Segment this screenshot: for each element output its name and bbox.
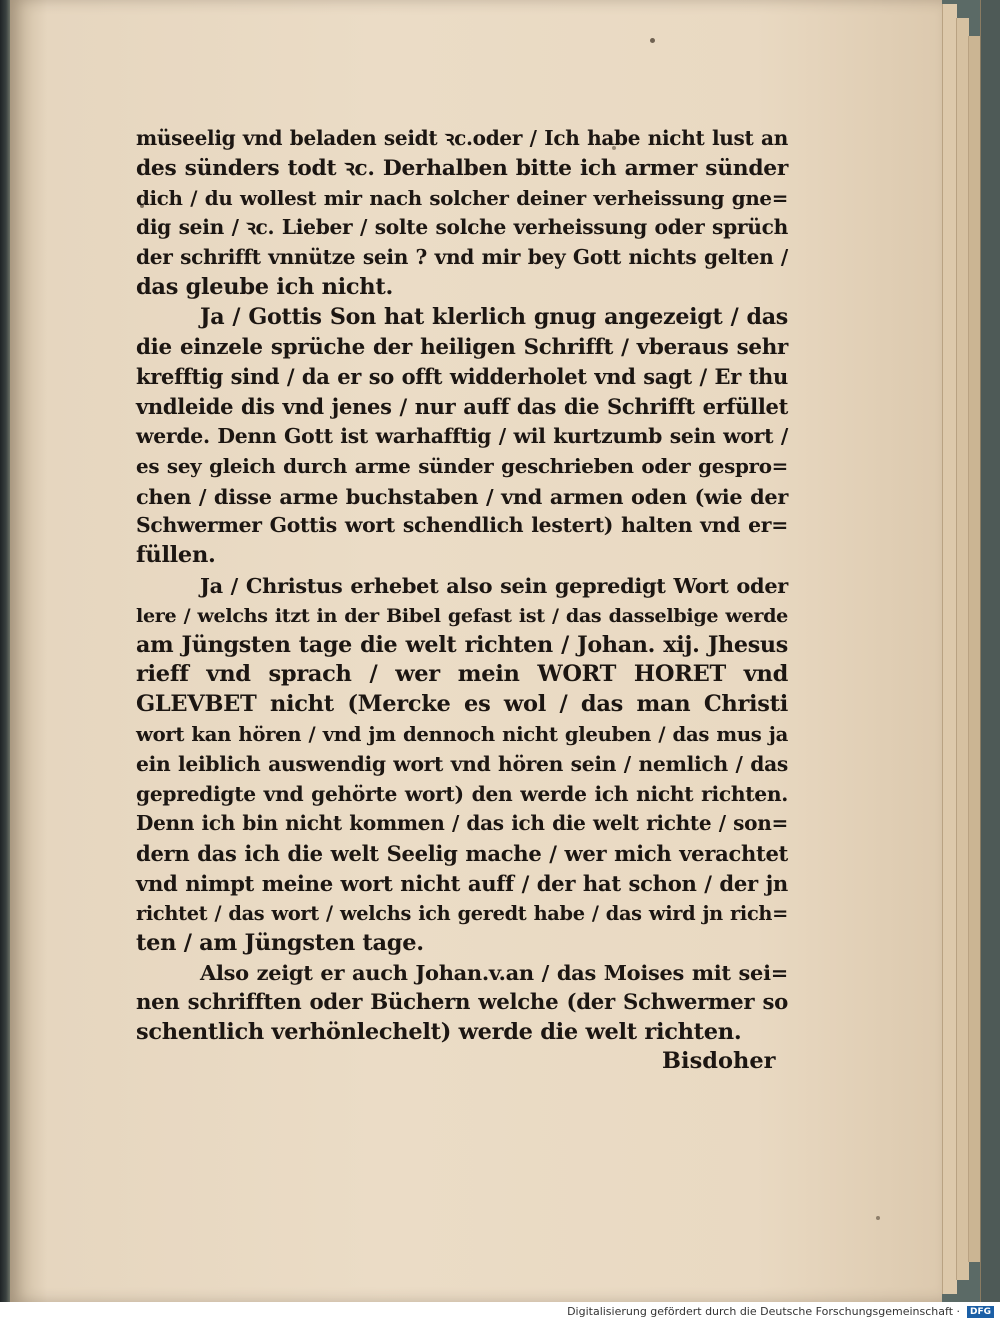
text-line: vndleide dis vnd jenes / nur auff das die Schrifft erfüllet — [136, 394, 788, 420]
text-line: die einzele sprüche der heiligen Schrifft / vberaus sehr — [136, 334, 788, 360]
text-line: es sey gleich durch arme sünder geschrieben oder gespro= — [136, 453, 788, 478]
text-line: das gleube ich nicht. — [136, 273, 393, 300]
text-line: krefftig sind / da er so offt widderholet vnd sagt / Er thu — [136, 364, 788, 390]
text-line: des sünders todt ꝛc. Derhalben bitte ich armer sünder — [136, 155, 788, 181]
text-line: dig sein / ꝛc. Lieber / solte solche verheissung oder sprüch — [136, 215, 788, 240]
text-line: ten / am Jüngsten tage. — [136, 929, 424, 956]
text-line: richtet / das wort / welchs ich geredt habe / das wird jn rich= — [136, 901, 788, 925]
ink-spot — [650, 38, 655, 43]
text-line: der schrifft vnnütze sein ? vnd mir bey Gott nichts gelten / — [136, 245, 788, 270]
text-line: füllen. — [136, 542, 216, 569]
ink-spot — [876, 1216, 880, 1220]
page-edge — [942, 4, 957, 1294]
text-line: müseelig vnd beladen seidt ꝛc.oder / Ich habe nicht lust an — [136, 126, 788, 150]
dfg-logo: DFG — [967, 1306, 994, 1318]
text-line: rieff vnd sprach / wer mein WORT HORET vnd — [136, 661, 788, 688]
text-line: schentlich verhönlechelt) werde die welt richten. — [136, 1018, 742, 1045]
text-line: gepredigte vnd gehörte wort) den werde ich nicht richten. — [136, 781, 788, 806]
catchword: Bisdoher — [662, 1048, 776, 1074]
text-line: ein leiblich auswendig wort vnd hören sein / nemlich / das — [136, 751, 788, 776]
text-line: werde. Denn Gott ist warhafftig / wil kurtzumb sein wort / — [136, 423, 788, 448]
text-line: GLEVBET nicht (Mercke es wol / das man Christi — [136, 691, 788, 718]
text-line: nen schrifften oder Büchern welche (der Schwermer so — [136, 990, 788, 1016]
text-line: Ja / Gottis Son hat klerlich gnug angezeigt / das — [200, 303, 788, 330]
text-line: Schwermer Gottis wort schendlich lestert) halten vnd er= — [136, 513, 788, 538]
book-binding — [0, 0, 10, 1302]
body-text — [136, 124, 788, 1048]
text-line: Ja / Christus erhebet also sein gepredigt Wort oder — [200, 572, 788, 598]
text-line: lere / welchs itzt in der Bibel gefast ist / das dasselbige werde — [136, 603, 788, 627]
text-line: am Jüngsten tage die welt richten / Johan. xij. Jhesus — [136, 631, 788, 658]
funding-credit: Digitalisierung gefördert durch die Deutsche Forschungsgemeinschaft · — [567, 1305, 960, 1318]
text-line: Denn ich bin nicht kommen / das ich die welt richte / son= — [136, 811, 788, 836]
text-line: chen / disse arme buchstaben / vnd armen oden (wie der — [136, 483, 788, 509]
text-line: vnd nimpt meine wort nicht auff / der hat schon / der jn — [136, 870, 788, 896]
text-line: wort kan hören / vnd jm dennoch nicht gleuben / das mus ja — [136, 722, 788, 746]
scan-background — [980, 0, 1000, 1302]
footer-bar — [0, 1302, 1000, 1322]
text-line: dich / du wollest mir nach solcher deiner verheissung gne= — [136, 185, 788, 210]
text-line: Also zeigt er auch Johan.v.an / das Moises mit sei= — [200, 960, 788, 986]
text-line: dern das ich die welt Seelig mache / wer mich verachtet — [136, 841, 788, 867]
